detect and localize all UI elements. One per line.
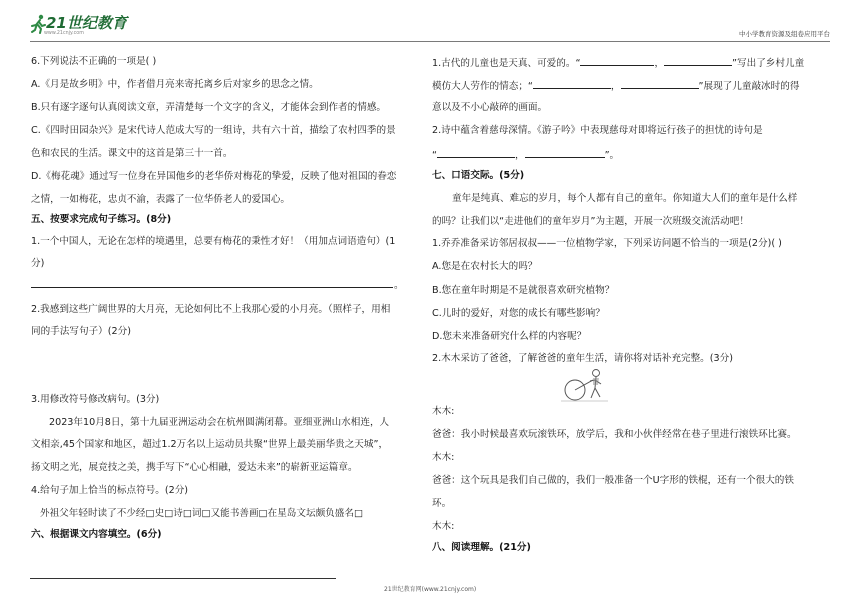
section-8-heading: 八、阅读理解。(21分): [432, 542, 531, 553]
blank-separator: ，: [514, 150, 525, 161]
blank-6[interactable]: [525, 147, 605, 158]
blank-separator: ，: [610, 81, 621, 92]
r-q1-line3: 意以及不小心敲碎的画面。: [432, 102, 548, 113]
r-q2-open-quote: “: [432, 150, 437, 161]
s7-intro-line1: 童年是纯真、难忘的岁月，每个人都有自己的童年。你知道大人们的童年是什么样: [452, 193, 798, 204]
s7-q1-option-b: B.您在童年时期是不是就很喜欢研究植物？: [432, 285, 615, 296]
s5-question-1-line2: 分): [31, 258, 45, 269]
section-5-heading: 五、按要求完成句子练习。(8分): [31, 214, 172, 225]
question-6: 6.下列说法不正确的一项是( ): [31, 56, 157, 67]
blank-2[interactable]: [664, 55, 732, 66]
s7-q1-option-d: D.您未来准备研究什么样的内容呢？: [432, 331, 587, 342]
r-q1-line2: [432, 78, 799, 93]
passage-line2: 文相亲,45个国家和地区，超过1.2万名以上运动员共聚“世界上最美丽华贵之天城”，: [31, 439, 389, 450]
answer-line-end-mark: 。: [394, 280, 404, 291]
passage-line3: 扬文明之光，展竞技之美，携手写下“心心相融，爱达未来”的崭新亚运篇章。: [31, 462, 358, 473]
q6-option-c-line1: C.《四时田园杂兴》是宋代诗人范成大写的一组诗，共有六十首，描绘了农村四季的景: [31, 125, 396, 136]
q6-option-a: A.《月是故乡明》中，作者借月亮来寄托离乡后对家乡的思念之情。: [31, 79, 319, 90]
dialogue-dad-1: 爸爸：我小时候最喜欢玩滚铁环，放学后，我和小伙伴经常在巷子里进行滚铁环比赛。: [432, 429, 797, 440]
r-q1-start: 1.古代的儿童也是天真、可爱的。“: [432, 58, 581, 69]
r-q2-line2: [432, 147, 619, 162]
dialogue-mumu-1: 木木:: [432, 406, 455, 417]
s5-question-2-line1: 2.我感到这些广阔世界的大月亮，无论如何比不上我那心爱的小月亮。（照样子，用相: [31, 304, 391, 315]
blank-3[interactable]: [533, 78, 611, 89]
section-7-heading: 七、口语交际。(5分): [432, 170, 525, 181]
q6-option-d-line2: 之情，一如梅花，忠贞不渝，表露了一位华侨老人的爱国心。: [31, 194, 291, 205]
header-divider: [30, 41, 830, 42]
bottom-answer-line[interactable]: [30, 578, 336, 579]
section-6-heading: 六、根据课文内容填空。(6分): [31, 529, 162, 540]
blank-4[interactable]: [621, 78, 699, 89]
dialogue-mumu-2: 木木:: [432, 452, 455, 463]
answer-line[interactable]: [31, 287, 393, 288]
dialogue-mumu-3: 木木:: [432, 521, 455, 532]
punctuation-sentence: 外祖父年轻时读了不少经□史□诗□词□又能书善画□在星岛文坛颇负盛名□: [40, 508, 364, 519]
s7-question-2: 2.木木采访了爸爸，了解爸爸的童年生活，请你将对话补充完整。(3分): [432, 353, 733, 364]
r-q1-line2-end: ”展现了儿童敲冰时的得: [698, 81, 800, 92]
s7-q1-option-c: C.儿时的爱好，对您的成长有哪些影响？: [432, 308, 605, 319]
s7-question-1: 1.乔乔准备采访邻居叔叔——一位植物学家，下列采访问题不恰当的一项是(2分)( ): [432, 238, 782, 249]
footer-text: 21世纪教育网(www.21cnjy.com): [384, 586, 477, 593]
logo-text: 21世纪教育: [46, 14, 127, 32]
s5-question-1-line1: 1.一个中国人，无论在怎样的境遇里，总要有梅花的秉性才好！（用加点词语造句）(1: [31, 236, 396, 247]
passage-line1: 2023年10月8日，第十九届亚洲运动会在杭州圆满闭幕。亚细亚洲山水相连，人: [49, 417, 390, 428]
r-q2-close-quote: ”。: [604, 150, 620, 161]
hoop-rolling-boy-illustration-icon: [560, 366, 610, 406]
blank-1[interactable]: [580, 55, 654, 66]
blank-5[interactable]: [437, 147, 515, 158]
q6-option-b: B.只有逐字逐句认真阅读文章，弄清楚每一个文字的含义，才能体会到作者的情感。: [31, 102, 387, 113]
r-q1-end: ”写出了乡村儿童: [732, 58, 805, 69]
q6-option-d-line1: D.《梅花魂》通过写一位身在异国他乡的老华侨对梅花的挚爱，反映了他对祖国的眷恋: [31, 171, 397, 182]
r-q1-line2-start: 模仿大人劳作的情态；“: [432, 81, 533, 92]
dialogue-dad-2-line1: 爸爸：这个玩具是我们自己做的，我们一般准备一个U字形的铁棍，还有一个很大的铁: [432, 475, 794, 486]
r-q1-line1: [432, 55, 804, 70]
r-q2-line1: 2.诗中蕴含着慈母深情。《游子吟》中表现慈母对即将远行孩子的担忧的诗句是: [432, 125, 763, 136]
s7-q1-option-a: A.您是在农村长大的吗？: [432, 261, 538, 272]
s5-question-3: 3.用修改符号修改病句。(3分): [31, 394, 160, 405]
header-platform-name: 中小学教育资源及组卷应用平台: [739, 30, 830, 38]
logo-subtext: www.21cnjy.com: [44, 31, 84, 36]
s5-question-4: 4.给句子加上恰当的标点符号。(2分): [31, 485, 189, 496]
dialogue-dad-2-line2: 环。: [432, 498, 452, 509]
q6-option-c-line2: 色和农民的生活。课文中的这首是第三十一首。: [31, 148, 233, 159]
blank-separator: ，: [654, 58, 665, 69]
s7-intro-line2: 的吗？让我们以“走进他们的童年岁月”为主题，开展一次班级交流活动吧！: [432, 216, 749, 227]
s5-question-2-line2: 同的手法写句子）(2分): [31, 326, 131, 337]
